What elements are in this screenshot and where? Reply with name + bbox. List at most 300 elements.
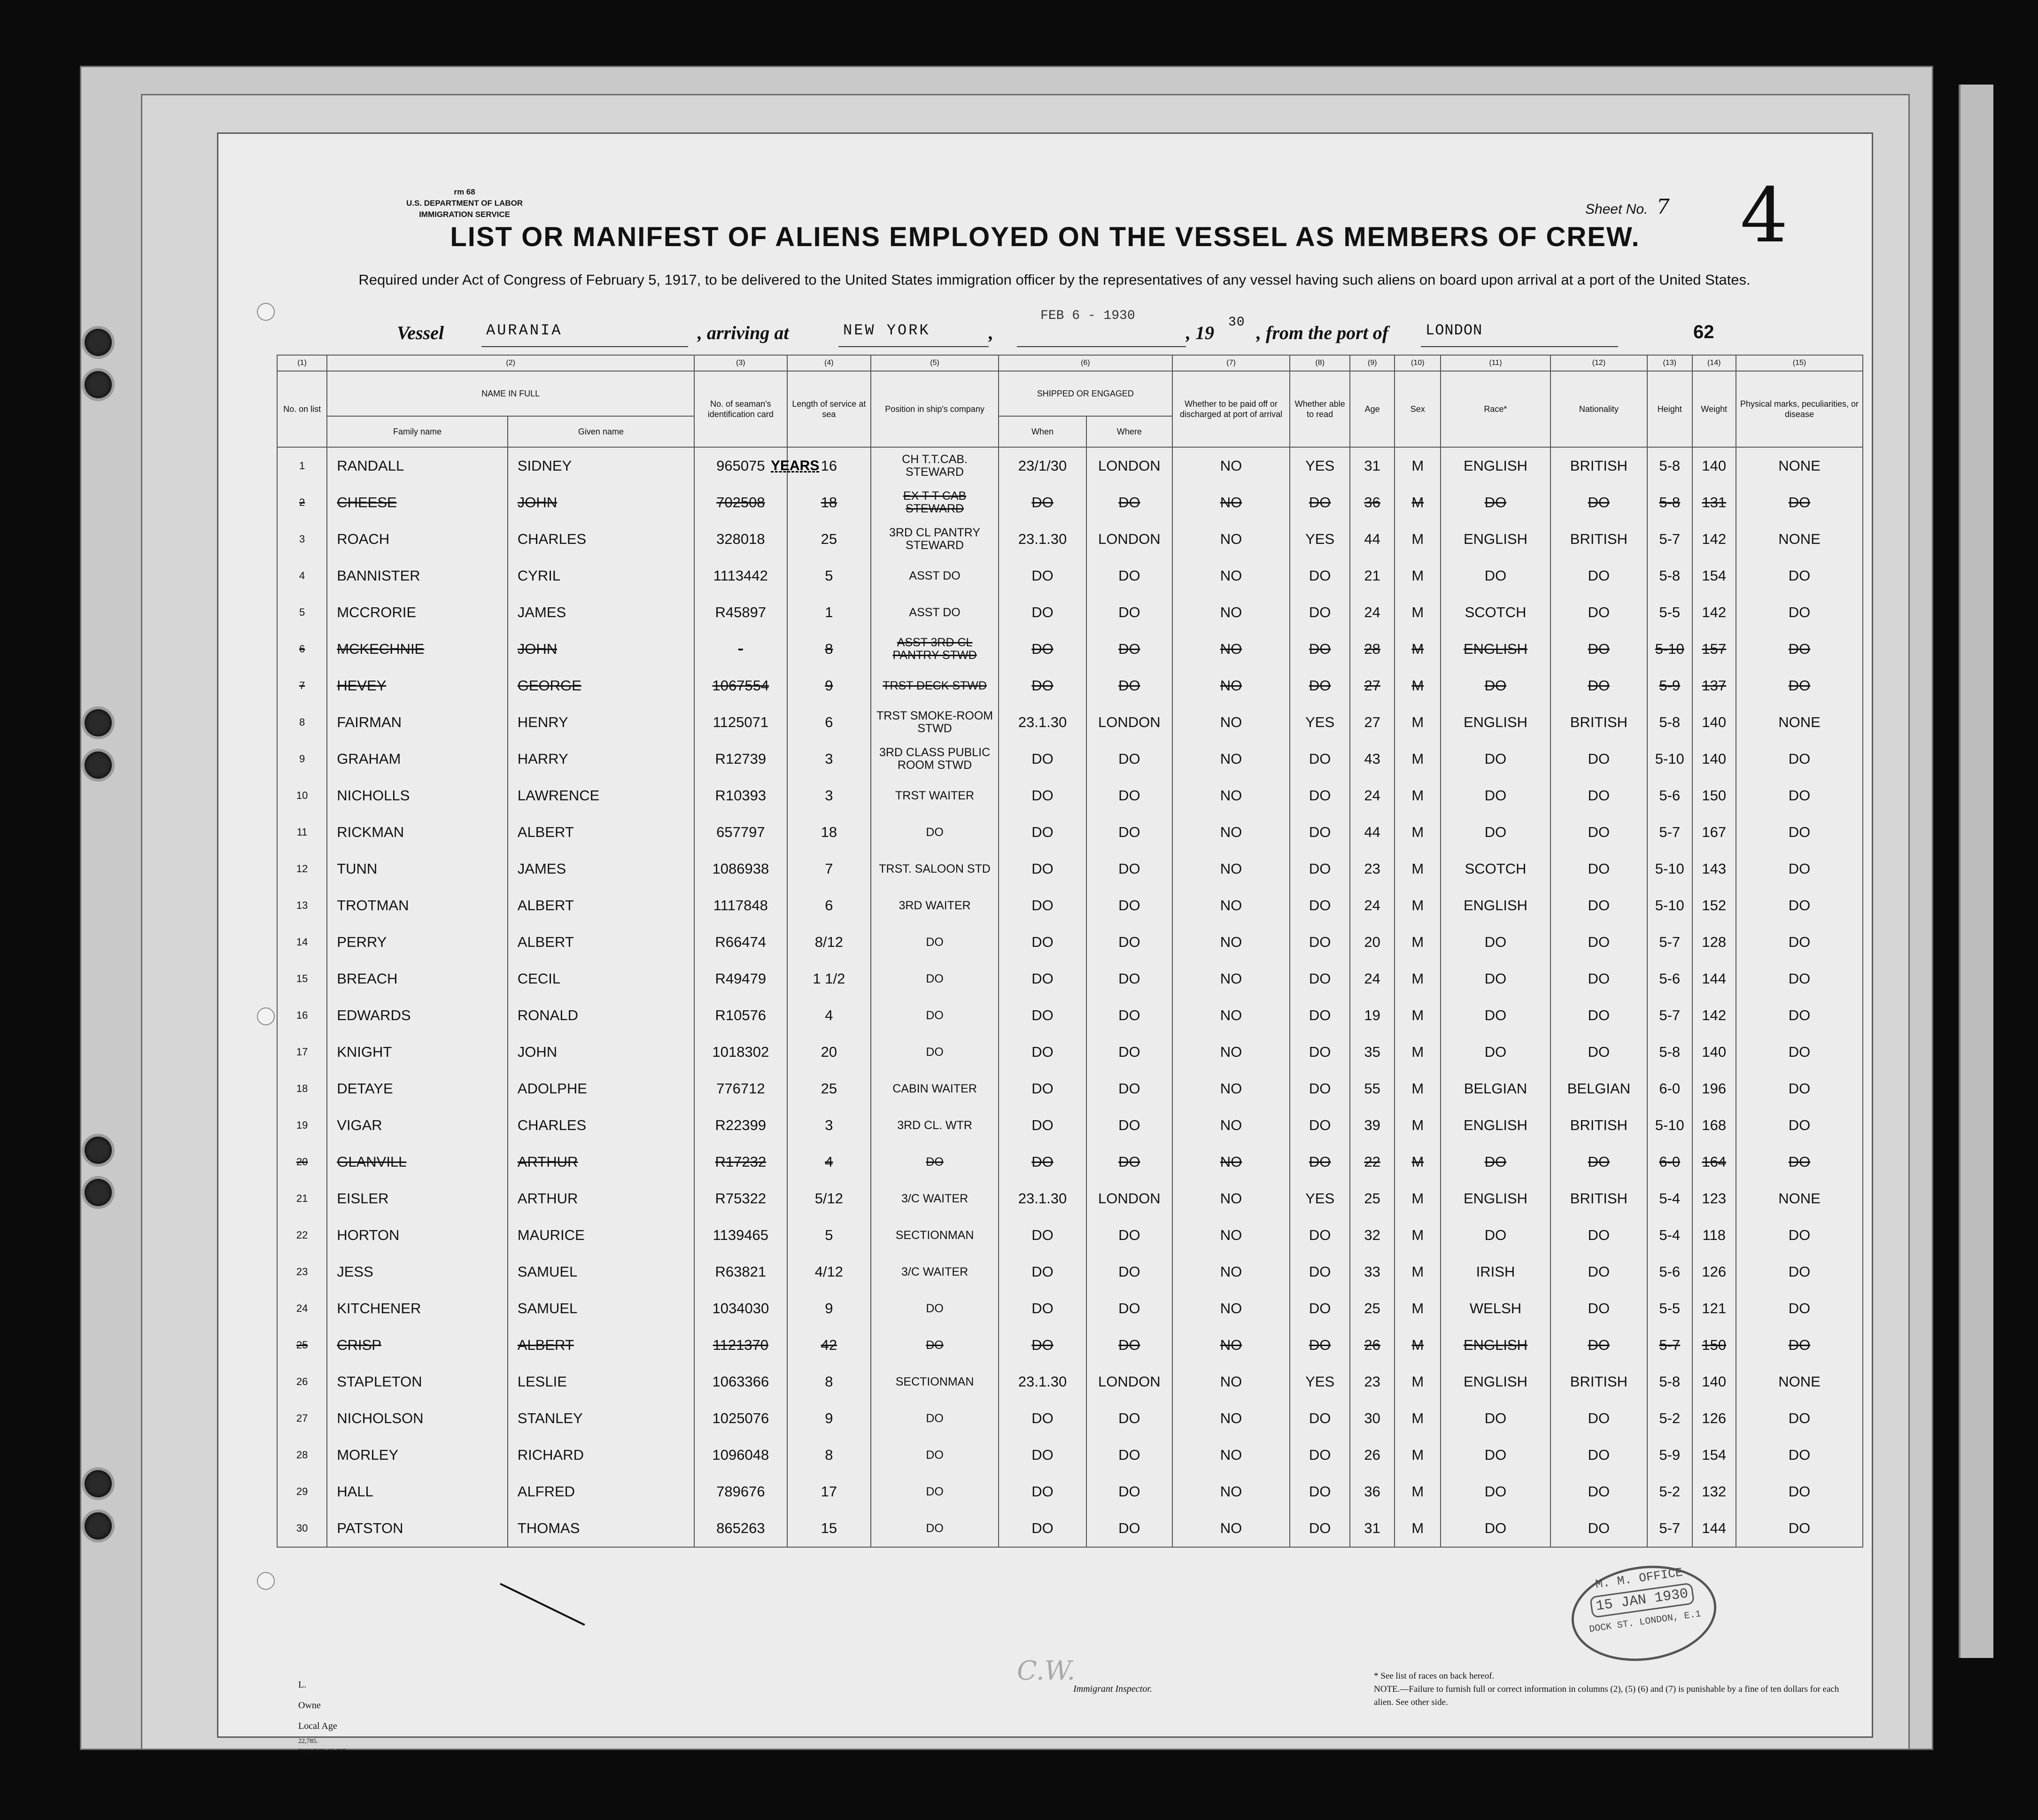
shipped-when: DO bbox=[999, 1107, 1086, 1144]
family-name: TROTMAN bbox=[327, 887, 508, 924]
able-to-read: DO bbox=[1290, 997, 1349, 1034]
physical-marks: NONE bbox=[1736, 1363, 1863, 1400]
nationality: DO bbox=[1550, 1290, 1647, 1327]
able-to-read: DO bbox=[1290, 667, 1349, 704]
length-of-service: 4 bbox=[787, 1144, 871, 1180]
shipped-when: DO bbox=[999, 1217, 1086, 1254]
physical-marks: DO bbox=[1736, 1327, 1863, 1363]
age: 23 bbox=[1350, 851, 1395, 887]
family-name: ROACH bbox=[327, 521, 508, 558]
shipped-when: 23/1/30 bbox=[999, 447, 1086, 484]
row-number: 18 bbox=[277, 1070, 327, 1107]
able-to-read: DO bbox=[1290, 887, 1349, 924]
column-number: (9) bbox=[1350, 355, 1395, 371]
weight: 123 bbox=[1692, 1180, 1736, 1217]
shipped-where: DO bbox=[1086, 960, 1172, 997]
able-to-read: DO bbox=[1290, 1034, 1349, 1070]
height: 5-6 bbox=[1647, 1254, 1692, 1290]
crew-row bbox=[277, 484, 1863, 521]
row-number: 19 bbox=[277, 1107, 327, 1144]
shipped-when: DO bbox=[999, 667, 1086, 704]
able-to-read: DO bbox=[1290, 484, 1349, 521]
family-name: EDWARDS bbox=[327, 997, 508, 1034]
manifest-sheet bbox=[217, 132, 1873, 1755]
age: 39 bbox=[1350, 1107, 1395, 1144]
length-of-service: 18 bbox=[787, 484, 871, 521]
given-name: JAMES bbox=[508, 594, 694, 631]
length-of-service: 8 bbox=[787, 631, 871, 667]
crew-row bbox=[277, 1217, 1863, 1254]
given-name: JOHN bbox=[508, 631, 694, 667]
height: 5-10 bbox=[1647, 741, 1692, 777]
physical-marks: DO bbox=[1736, 1473, 1863, 1510]
position: DO bbox=[871, 960, 999, 997]
shipped-where: DO bbox=[1086, 594, 1172, 631]
shipped-where: DO bbox=[1086, 1290, 1172, 1327]
family-name: TUNN bbox=[327, 851, 508, 887]
age: 24 bbox=[1350, 777, 1395, 814]
column-number: (10) bbox=[1395, 355, 1441, 371]
age: 36 bbox=[1350, 1473, 1395, 1510]
family-name: CHEESE bbox=[327, 484, 508, 521]
header-when: When bbox=[999, 416, 1086, 447]
nationality: DO bbox=[1550, 484, 1647, 521]
shipped-where: DO bbox=[1086, 1400, 1172, 1437]
weight: 131 bbox=[1692, 484, 1736, 521]
row-number: 27 bbox=[277, 1400, 327, 1437]
length-of-service: 6 bbox=[787, 887, 871, 924]
shipped-when: DO bbox=[999, 1254, 1086, 1290]
shipped-where: DO bbox=[1086, 1144, 1172, 1180]
weight: 164 bbox=[1692, 1144, 1736, 1180]
physical-marks: DO bbox=[1736, 1510, 1863, 1547]
shipped-when: DO bbox=[999, 484, 1086, 521]
length-of-service: 7 bbox=[787, 851, 871, 887]
height: 5-7 bbox=[1647, 997, 1692, 1034]
given-name: CYRIL bbox=[508, 558, 694, 594]
header-seaman-id: No. of seaman's identification card bbox=[694, 371, 787, 447]
column-number: (12) bbox=[1550, 355, 1647, 371]
family-name: CRISP bbox=[327, 1327, 508, 1363]
comma-separator: , bbox=[989, 322, 993, 343]
given-name: CHARLES bbox=[508, 521, 694, 558]
header-where: Where bbox=[1086, 416, 1172, 447]
weight: 128 bbox=[1692, 924, 1736, 960]
weight: 150 bbox=[1692, 1327, 1736, 1363]
nationality: DO bbox=[1550, 887, 1647, 924]
family-name: KITCHENER bbox=[327, 1290, 508, 1327]
column-number: (3) bbox=[694, 355, 787, 371]
weight: 142 bbox=[1692, 594, 1736, 631]
corner-handwritten-mark: 4 bbox=[1740, 171, 1788, 259]
weight: 118 bbox=[1692, 1217, 1736, 1254]
family-name: BREACH bbox=[327, 960, 508, 997]
able-to-read: DO bbox=[1290, 1070, 1349, 1107]
able-to-read: DO bbox=[1290, 814, 1349, 851]
paid-off: NO bbox=[1172, 777, 1290, 814]
given-name: SAMUEL bbox=[508, 1290, 694, 1327]
height: 5-9 bbox=[1647, 1437, 1692, 1473]
seaman-id: 1117848 bbox=[694, 887, 787, 924]
age: 31 bbox=[1350, 1510, 1395, 1547]
header-physical-marks: Physical marks, peculiarities, or disease bbox=[1736, 371, 1863, 447]
family-name: KNIGHT bbox=[327, 1034, 508, 1070]
able-to-read: YES bbox=[1290, 1363, 1349, 1400]
paid-off: NO bbox=[1172, 631, 1290, 667]
family-name: PATSTON bbox=[327, 1510, 508, 1547]
physical-marks: NONE bbox=[1736, 521, 1863, 558]
paid-off: NO bbox=[1172, 851, 1290, 887]
position: DO bbox=[871, 924, 999, 960]
position: DO bbox=[871, 1437, 999, 1473]
paid-off: NO bbox=[1172, 887, 1290, 924]
age: 27 bbox=[1350, 704, 1395, 741]
length-of-service: 15 bbox=[787, 1510, 871, 1547]
family-name: HALL bbox=[327, 1473, 508, 1510]
row-number: 11 bbox=[277, 814, 327, 851]
nationality: BRITISH bbox=[1550, 521, 1647, 558]
sex: M bbox=[1395, 960, 1441, 997]
race: DO bbox=[1441, 558, 1550, 594]
given-name: STANLEY bbox=[508, 1400, 694, 1437]
height: 5-7 bbox=[1647, 1510, 1692, 1547]
weight: 140 bbox=[1692, 1034, 1736, 1070]
position: 3RD CL PANTRY STEWARD bbox=[871, 521, 999, 558]
family-name: GRAHAM bbox=[327, 741, 508, 777]
nationality: DO bbox=[1550, 851, 1647, 887]
row-number: 26 bbox=[277, 1363, 327, 1400]
column-number: (1) bbox=[277, 355, 327, 371]
age: 24 bbox=[1350, 594, 1395, 631]
nationality: DO bbox=[1550, 741, 1647, 777]
paid-off: NO bbox=[1172, 960, 1290, 997]
age: 32 bbox=[1350, 1217, 1395, 1254]
race: DO bbox=[1441, 924, 1550, 960]
position: DO bbox=[871, 1144, 999, 1180]
height: 5-8 bbox=[1647, 704, 1692, 741]
able-to-read: DO bbox=[1290, 558, 1349, 594]
race: ENGLISH bbox=[1441, 447, 1550, 484]
paid-off: NO bbox=[1172, 1437, 1290, 1473]
shipped-when: DO bbox=[999, 1510, 1086, 1547]
weight: 140 bbox=[1692, 1363, 1736, 1400]
year-suffix: 30 bbox=[1228, 315, 1245, 330]
length-of-service: 5 bbox=[787, 1217, 871, 1254]
physical-marks: NONE bbox=[1736, 704, 1863, 741]
departure-port: LONDON bbox=[1426, 322, 1483, 339]
position: TRST. SALOON STD bbox=[871, 851, 999, 887]
race: DO bbox=[1441, 997, 1550, 1034]
shipped-when: 23.1.30 bbox=[999, 521, 1086, 558]
crew-row bbox=[277, 814, 1863, 851]
able-to-read: DO bbox=[1290, 851, 1349, 887]
footer-left-block bbox=[298, 1674, 348, 1757]
age: 26 bbox=[1350, 1327, 1395, 1363]
age: 24 bbox=[1350, 887, 1395, 924]
shipped-where: DO bbox=[1086, 887, 1172, 924]
paid-off: NO bbox=[1172, 558, 1290, 594]
weight: 154 bbox=[1692, 1437, 1736, 1473]
able-to-read: DO bbox=[1290, 924, 1349, 960]
given-name: SIDNEY bbox=[508, 447, 694, 484]
sex: M bbox=[1395, 814, 1441, 851]
paid-off: NO bbox=[1172, 447, 1290, 484]
race: BELGIAN bbox=[1441, 1070, 1550, 1107]
able-to-read: DO bbox=[1290, 594, 1349, 631]
shipped-where: DO bbox=[1086, 1327, 1172, 1363]
given-name: JOHN bbox=[508, 484, 694, 521]
sex: M bbox=[1395, 521, 1441, 558]
given-name: HENRY bbox=[508, 704, 694, 741]
shipped-when: DO bbox=[999, 1070, 1086, 1107]
row-number: 28 bbox=[277, 1437, 327, 1473]
header-weight: Weight bbox=[1692, 371, 1736, 447]
nationality: BELGIAN bbox=[1550, 1070, 1647, 1107]
seaman-id: 1063366 bbox=[694, 1363, 787, 1400]
family-name: NICHOLSON bbox=[327, 1400, 508, 1437]
weight: 196 bbox=[1692, 1070, 1736, 1107]
length-of-service: 20 bbox=[787, 1034, 871, 1070]
height: 6-0 bbox=[1647, 1144, 1692, 1180]
legal-requirement-text: Required under Act of Congress of February 5, 1917, to be delivered to the United States immigration officer by the representatives of any vessel having such aliens on board upon arrival at a port of the United States. bbox=[358, 271, 1751, 288]
shipped-where: DO bbox=[1086, 997, 1172, 1034]
nationality: BRITISH bbox=[1550, 1180, 1647, 1217]
shipped-where: DO bbox=[1086, 1473, 1172, 1510]
shipped-when: DO bbox=[999, 558, 1086, 594]
row-number: 5 bbox=[277, 594, 327, 631]
shipped-where: DO bbox=[1086, 1070, 1172, 1107]
physical-marks: DO bbox=[1736, 1107, 1863, 1144]
length-of-service: 25 bbox=[787, 1070, 871, 1107]
weight: 126 bbox=[1692, 1400, 1736, 1437]
weight: 150 bbox=[1692, 777, 1736, 814]
physical-marks: DO bbox=[1736, 1144, 1863, 1180]
physical-marks: DO bbox=[1736, 558, 1863, 594]
arriving-label: , arriving at bbox=[697, 322, 789, 343]
weight: 143 bbox=[1692, 851, 1736, 887]
paid-off: NO bbox=[1172, 924, 1290, 960]
vessel-info-line bbox=[218, 309, 1872, 350]
race: DO bbox=[1441, 667, 1550, 704]
shipped-when: DO bbox=[999, 814, 1086, 851]
position: DO bbox=[871, 1290, 999, 1327]
paid-off: NO bbox=[1172, 1107, 1290, 1144]
shipped-when: DO bbox=[999, 741, 1086, 777]
crew-row bbox=[277, 704, 1863, 741]
physical-marks: DO bbox=[1736, 594, 1863, 631]
length-of-service: 5/12 bbox=[787, 1180, 871, 1217]
position: 3/C WAITER bbox=[871, 1254, 999, 1290]
position: 3RD CL. WTR bbox=[871, 1107, 999, 1144]
print-code: $000 7/29. 22,785. bbox=[298, 1748, 348, 1755]
row-number: 15 bbox=[277, 960, 327, 997]
seaman-id: 776712 bbox=[694, 1070, 787, 1107]
nationality: BRITISH bbox=[1550, 704, 1647, 741]
seaman-id: 1113442 bbox=[694, 558, 787, 594]
seaman-id: 328018 bbox=[694, 521, 787, 558]
seaman-id: - bbox=[694, 631, 787, 667]
sex: M bbox=[1395, 1254, 1441, 1290]
length-of-service: 8/12 bbox=[787, 924, 871, 960]
sex: M bbox=[1395, 484, 1441, 521]
seaman-id: 1025076 bbox=[694, 1400, 787, 1437]
seaman-id: 789676 bbox=[694, 1473, 787, 1510]
position: DO bbox=[871, 1400, 999, 1437]
given-name: ARTHUR bbox=[508, 1180, 694, 1217]
crew-row bbox=[277, 447, 1863, 484]
sex: M bbox=[1395, 1473, 1441, 1510]
seaman-id: R63821 bbox=[694, 1254, 787, 1290]
nationality: DO bbox=[1550, 960, 1647, 997]
height: 5-8 bbox=[1647, 447, 1692, 484]
race: SCOTCH bbox=[1441, 594, 1550, 631]
weight: 142 bbox=[1692, 521, 1736, 558]
row-number: 6 bbox=[277, 631, 327, 667]
race: SCOTCH bbox=[1441, 851, 1550, 887]
nationality: DO bbox=[1550, 1400, 1647, 1437]
able-to-read: DO bbox=[1290, 777, 1349, 814]
height: 5-5 bbox=[1647, 594, 1692, 631]
year-prefix: , 19 bbox=[1186, 322, 1214, 343]
crew-row bbox=[277, 1070, 1863, 1107]
weight: 140 bbox=[1692, 741, 1736, 777]
physical-marks: DO bbox=[1736, 741, 1863, 777]
form-identifier bbox=[406, 186, 523, 220]
crew-row bbox=[277, 997, 1863, 1034]
nationality: BRITISH bbox=[1550, 1107, 1647, 1144]
column-number: (2) bbox=[327, 355, 694, 371]
position: DO bbox=[871, 814, 999, 851]
given-name: ALFRED bbox=[508, 1473, 694, 1510]
height: 5-2 bbox=[1647, 1400, 1692, 1437]
able-to-read: DO bbox=[1290, 1437, 1349, 1473]
race: DO bbox=[1441, 1510, 1550, 1547]
able-to-read: DO bbox=[1290, 1400, 1349, 1437]
sheet-number-field bbox=[1585, 195, 1670, 219]
sheet-number-label: Sheet No. bbox=[1585, 201, 1648, 217]
physical-marks: DO bbox=[1736, 631, 1863, 667]
crew-row bbox=[277, 1034, 1863, 1070]
position: TRST WAITER bbox=[871, 777, 999, 814]
shipped-when: DO bbox=[999, 594, 1086, 631]
paid-off: NO bbox=[1172, 1510, 1290, 1547]
race: DO bbox=[1441, 1400, 1550, 1437]
race: DO bbox=[1441, 1473, 1550, 1510]
vessel-name: AURANIA bbox=[486, 322, 563, 339]
position: SECTIONMAN bbox=[871, 1363, 999, 1400]
race: ENGLISH bbox=[1441, 887, 1550, 924]
footer-local-agent-label: Local Age bbox=[298, 1721, 337, 1731]
physical-marks: DO bbox=[1736, 814, 1863, 851]
family-name: HEVEY bbox=[327, 667, 508, 704]
position: EX T T CAB STEWARD bbox=[871, 484, 999, 521]
crew-row bbox=[277, 851, 1863, 887]
length-of-service: 18 bbox=[787, 814, 871, 851]
column-number: (7) bbox=[1172, 355, 1290, 371]
crew-row bbox=[277, 777, 1863, 814]
able-to-read: YES bbox=[1290, 447, 1349, 484]
physical-marks: DO bbox=[1736, 1217, 1863, 1254]
weight: 144 bbox=[1692, 1510, 1736, 1547]
crew-row bbox=[277, 1510, 1863, 1547]
weight: 142 bbox=[1692, 997, 1736, 1034]
inspector-signature: C.W. bbox=[1017, 1656, 1076, 1686]
shipped-where: DO bbox=[1086, 1034, 1172, 1070]
given-name: ALBERT bbox=[508, 814, 694, 851]
given-name: CECIL bbox=[508, 960, 694, 997]
given-name: JAMES bbox=[508, 851, 694, 887]
weight: 137 bbox=[1692, 667, 1736, 704]
sex: M bbox=[1395, 1510, 1441, 1547]
race: DO bbox=[1441, 1217, 1550, 1254]
paid-off: NO bbox=[1172, 1144, 1290, 1180]
page-number: 62 bbox=[1693, 322, 1714, 342]
height: 5-10 bbox=[1647, 1107, 1692, 1144]
row-number: 7 bbox=[277, 667, 327, 704]
shipped-where: DO bbox=[1086, 924, 1172, 960]
position: ASST 3RD CL PANTRY STWD bbox=[871, 631, 999, 667]
height: 5-7 bbox=[1647, 814, 1692, 851]
paid-off: NO bbox=[1172, 521, 1290, 558]
nationality: DO bbox=[1550, 667, 1647, 704]
height: 6-0 bbox=[1647, 1070, 1692, 1107]
row-number: 10 bbox=[277, 777, 327, 814]
years-label: YEARS bbox=[771, 458, 820, 473]
row-number: 13 bbox=[277, 887, 327, 924]
shipped-where: DO bbox=[1086, 484, 1172, 521]
race: DO bbox=[1441, 484, 1550, 521]
race: DO bbox=[1441, 1437, 1550, 1473]
age: 55 bbox=[1350, 1070, 1395, 1107]
race: ENGLISH bbox=[1441, 1180, 1550, 1217]
height: 5-4 bbox=[1647, 1180, 1692, 1217]
seaman-id: 1139465 bbox=[694, 1217, 787, 1254]
family-name: GLANVILL bbox=[327, 1144, 508, 1180]
physical-marks: DO bbox=[1736, 924, 1863, 960]
race: ENGLISH bbox=[1441, 1327, 1550, 1363]
nationality: DO bbox=[1550, 558, 1647, 594]
age: 22 bbox=[1350, 1144, 1395, 1180]
position: DO bbox=[871, 1510, 999, 1547]
shipped-where: DO bbox=[1086, 814, 1172, 851]
shipped-where: LONDON bbox=[1086, 1363, 1172, 1400]
arrival-date-stamp: FEB 6 - 1930 bbox=[1040, 309, 1135, 323]
family-name: RANDALL bbox=[327, 447, 508, 484]
document-title: LIST OR MANIFEST OF ALIENS EMPLOYED ON THE VESSEL AS MEMBERS OF CREW. bbox=[450, 222, 1640, 252]
age: 20 bbox=[1350, 924, 1395, 960]
length-of-service: 1 bbox=[787, 594, 871, 631]
position: CABIN WAITER bbox=[871, 1070, 999, 1107]
weight: 144 bbox=[1692, 960, 1736, 997]
footer-owner-label: Owne bbox=[298, 1700, 321, 1711]
family-name: DETAYE bbox=[327, 1070, 508, 1107]
family-name: NICHOLLS bbox=[327, 777, 508, 814]
able-to-read: DO bbox=[1290, 1254, 1349, 1290]
binder-hole bbox=[85, 329, 112, 356]
nationality: DO bbox=[1550, 1510, 1647, 1547]
crew-row bbox=[277, 1473, 1863, 1510]
race: DO bbox=[1441, 777, 1550, 814]
nationality: DO bbox=[1550, 924, 1647, 960]
length-of-service: 4 bbox=[787, 997, 871, 1034]
seaman-id: 1096048 bbox=[694, 1437, 787, 1473]
row-number: 12 bbox=[277, 851, 327, 887]
length-of-service: 3 bbox=[787, 741, 871, 777]
header-position: Position in ship's company bbox=[871, 371, 999, 447]
height: 5-4 bbox=[1647, 1217, 1692, 1254]
position: ASST DO bbox=[871, 594, 999, 631]
nationality: DO bbox=[1550, 777, 1647, 814]
